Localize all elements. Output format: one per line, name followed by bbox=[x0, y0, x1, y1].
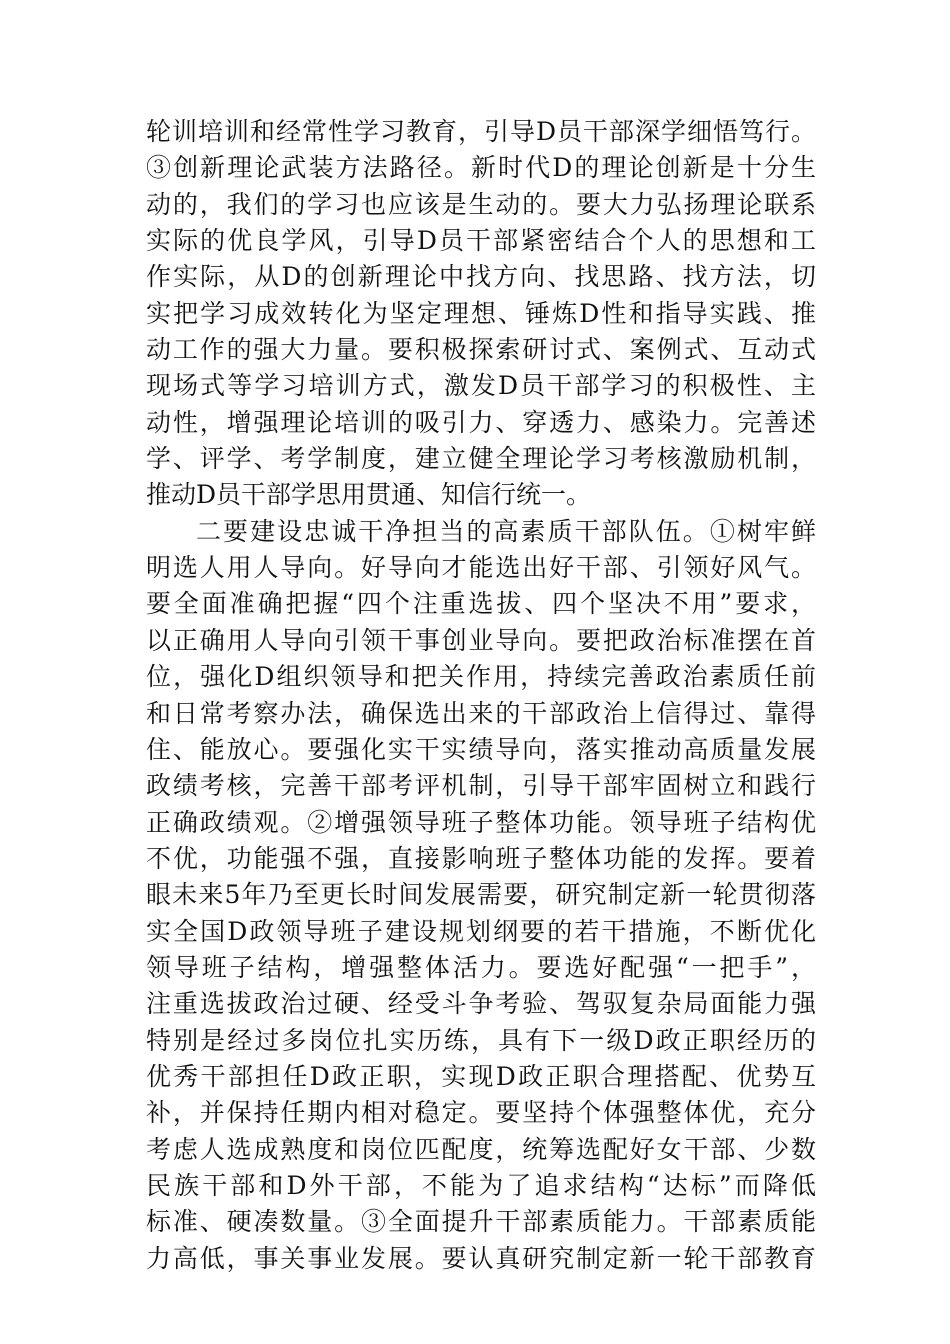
text-line: 现场式等学习培训方式，激发D员干部学习的积极性、主 bbox=[146, 371, 816, 401]
text-line: 住、能放心。要强化实干实绩导向，落实推动高质量发展 bbox=[146, 734, 816, 764]
text-line: 领导班子结构，增强整体活力。要选好配强“一把手”， bbox=[146, 952, 816, 982]
text-line: 作实际，从D的创新理论中找方向、找思路、找方法，切 bbox=[146, 262, 816, 292]
text-line: 明选人用人导向。好导向才能选出好干部、引领好风气。 bbox=[146, 553, 816, 583]
text-line: 政绩考核，完善干部考评机制，引导干部牢固树立和践行 bbox=[146, 771, 816, 801]
text-line: 特别是经过多岗位扎实历练，具有下一级D政正职经历的 bbox=[146, 1025, 816, 1055]
text-line: 动工作的强大力量。要积极探索研讨式、案例式、互动式 bbox=[146, 335, 816, 365]
paragraph-start-line: 二要建设忠诚干净担当的高素质干部队伍。①树牢鲜 bbox=[196, 516, 816, 546]
text-line: ③创新理论武装方法路径。新时代D的理论创新是十分生 bbox=[146, 153, 816, 183]
text-line: 注重选拔政治过硬、经受斗争考验、驾驭复杂局面能力强 bbox=[146, 989, 816, 1019]
text-line: 优秀干部担任D政正职，实现D政正职合理搭配、优势互 bbox=[146, 1061, 816, 1091]
text-line: 实把学习成效转化为坚定理想、锤炼D性和指导实践、推 bbox=[146, 298, 816, 328]
text-line: 实际的优良学风，引导D员干部紧密结合个人的思想和工 bbox=[146, 226, 816, 256]
text-line: 眼未来5年乃至更长时间发展需要，研究制定新一轮贯彻落 bbox=[146, 880, 816, 910]
body-text bbox=[146, 114, 816, 1277]
text-line: 以正确用人导向引领干事创业导向。要把政治标准摆在首 bbox=[146, 625, 816, 655]
text-line: 正确政绩观。②增强领导班子整体功能。领导班子结构优 bbox=[146, 807, 816, 837]
text-line: 位，强化D组织领导和把关作用，持续完善政治素质任前 bbox=[146, 662, 816, 692]
text-line: 补，并保持任期内相对稳定。要坚持个体强整体优，充分 bbox=[146, 1098, 816, 1128]
text-line: 民族干部和D外干部，不能为了追求结构“达标”而降低 bbox=[146, 1170, 816, 1200]
text-line: 不优，功能强不强，直接影响班子整体功能的发挥。要着 bbox=[146, 843, 816, 873]
text-line: 要全面准确把握“四个注重选拔、四个坚决不用”要求， bbox=[146, 589, 816, 619]
paragraph-end-line: 推动D员干部学思用贯通、知信行统一。 bbox=[146, 480, 592, 510]
text-line: 和日常考察办法，确保选出来的干部政治上信得过、靠得 bbox=[146, 698, 816, 728]
text-line: 标准、硬凑数量。③全面提升干部素质能力。干部素质能 bbox=[146, 1207, 816, 1237]
text-line: 轮训培训和经常性学习教育，引导D员干部深学细悟笃行。 bbox=[146, 117, 816, 146]
text-line: 动的，我们的学习也应该是生动的。要大力弘扬理论联系 bbox=[146, 189, 816, 219]
text-line: 考虑人选成熟度和岗位匹配度，统筹选配好女干部、少数 bbox=[146, 1134, 816, 1164]
text-line: 学、评学、考学制度，建立健全理论学习考核激励机制， bbox=[146, 444, 816, 474]
text-line: 动性，增强理论培训的吸引力、穿透力、感染力。完善述 bbox=[146, 407, 816, 437]
text-line: 实全国D政领导班子建设规划纲要的若干措施，不断优化 bbox=[146, 916, 816, 946]
text-line: 力高低，事关事业发展。要认真研究制定新一轮干部教育 bbox=[146, 1243, 816, 1273]
